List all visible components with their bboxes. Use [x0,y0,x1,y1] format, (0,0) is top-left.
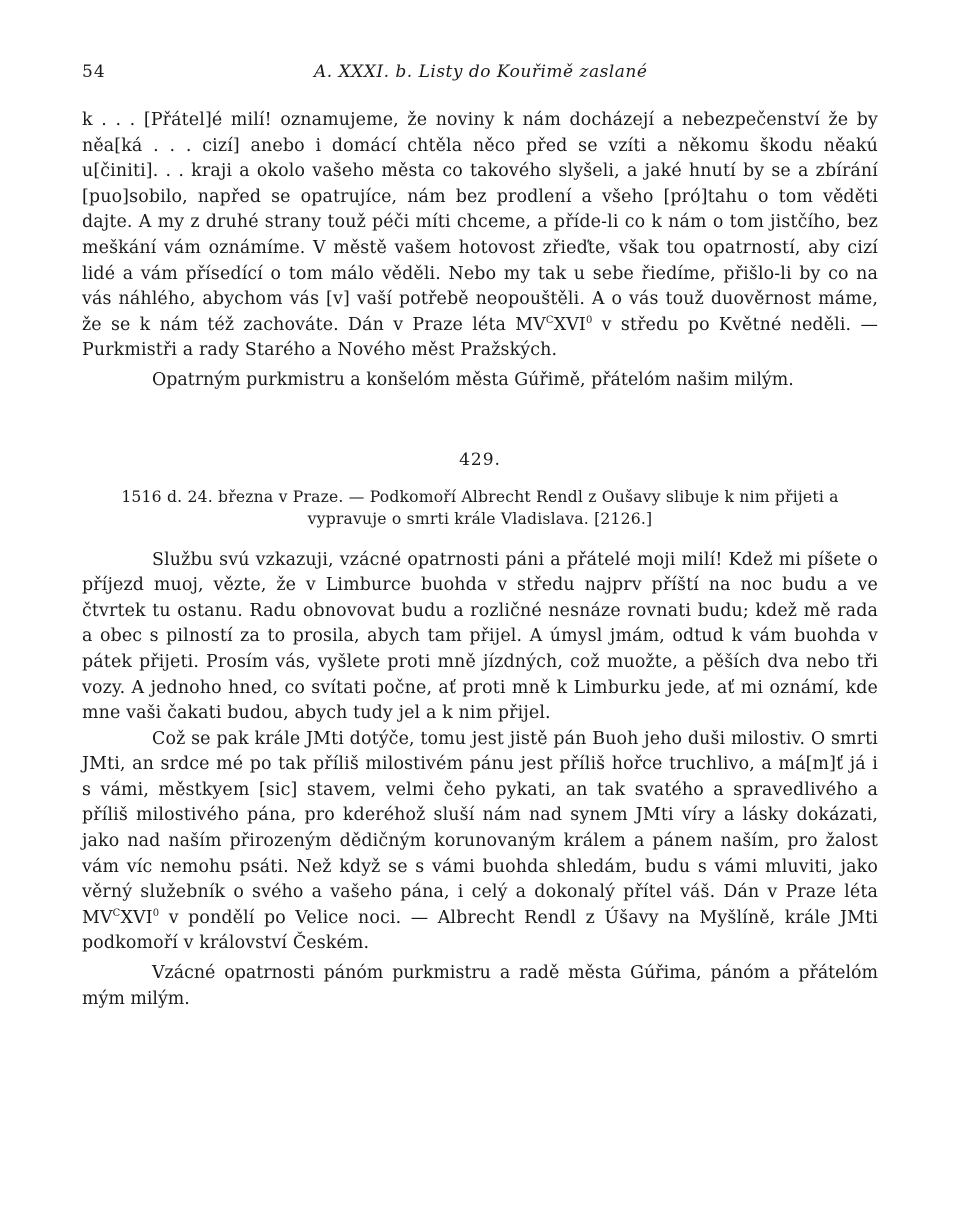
letter-428-sup-c: C [545,314,554,326]
letter-428-text-a: k . . . [Přátel]é milí! oznamujeme, že noviny k nám docházejí a nebezpečenství že by něa[ká . . . cizí] anebo i domácí chtěla něco před se vzíti a někomu škodu něakú u[činiti]. . . kraji a okolo vašeho města co takového slyšeli, a jaké hnutí by se a zbírání [puo]sobilo, napřed se opatrujíce, nám bez prodlení a všeho [pró]tahu o tom věděti dajte. A my z druhé strany touž péči míti chceme, a příde-li co k nám o tom jistčího, bez meškání vám oznámíme. V městě vašem hotovost zřieďte, však tou opatrností, aby cizí lidé a vám přísedící o tom málo věděli. Nebo my tak u sebe řiedíme, přišlo-li by co na vás náhlého, abychom vás [v] vaší potřebě neopouštěli. A o vás touž duověrnost máme, že se k nám též zachováte. Dán v Praze léta MV [82,110,878,335]
letter-429-sup-c: C [112,908,121,920]
running-head [82,58,878,88]
letter-429-text-b: XVI [120,907,153,928]
letter-429-sup-0: 0 [152,908,160,920]
document-page [82,58,878,1012]
letter-429-text-c: v pondělí po Velice noci. — Albrecht Rendl z Úšavy na Myšlíně, krále JMti podkomoří v království Českém. [82,907,878,954]
letter-429-regest: 1516 d. 24. března v Praze. — Podkomoří Albrecht Rendl z Oušavy slibuje k nim přijeti a vypravuje o smrti krále Vladislava. [2126.] [121,487,839,528]
letter-429-address: Vzácné opatrnosti pánóm purkmistru a radě města Gúřima, pánóm a přátelóm mým milým. [82,963,878,1009]
letter-428-text-c: v středu po Květné neděli. — Purkmistři a rady Starého a Nového měst Pražských. [82,314,878,361]
letter-428-sup-0: 0 [585,314,593,326]
letter-428-address: Opatrným purkmistru a konšelóm města Gúřimě, přátelóm našim milým. [152,369,794,390]
letter-429-text-a: Což se pak krále JMti dotýče, tomu jest jistě pán Buoh jeho duši milostiv. O smrti JMti, an srdce mé po tak příliš milostivém pánu jest příliš hořce truchlivo, a má[m]ť já i s vámi, městkyem [sic] stavem, velmi čeho pykati, an tak svatého a spravedlivého a příliš milostivého pána, pro kderéhož sluší nám nad synem JMti víry a lásky dokázati, jako nad naším přirozeným dědičným korunovaným králem a pánem naším, pro žalost vám víc nemohu psáti. Než když se s vámi buohda shledám, budu s vámi mluviti, jako věrný služebník o svého a vašeho pána, i celý a dokonalý přítel váš. Dán v Praze léta MV [82,728,878,928]
letter-428-text-b: XVI [553,314,586,335]
running-title: A. XXXI. b. Listy do Kouřimě zaslané [314,62,648,82]
letter-429-number: 429. [459,449,501,470]
letter-429-paragraph-2 [82,727,878,957]
page-number: 54 [82,62,106,82]
letter-429-paragraph-1: Službu svú vzkazuji, vzácné opatrnosti páni a přátelé moji milí! Kdež mi píšete o příjezd muoj, vězte, že v Limburce buohda v středu najprv příští na noc budu a ve čtvrtek tu ostanu. Radu obnovovat budu a rozličné nesnáze rovnati budu; kdež mě rada a obec s pilností za to prosila, abych tam přijel. A úmysl jmám, odtud k vám buohda v pátek přijeti. Prosím vás, vyšlete proti mně jízdných, což muožte, a pěších dva nebo tři vozy. A jednoho hned, co svítati počne, ať proti mně k Limburku jede, ať mi oznámí, kde mne vaši čakati budou, abych tudy jel a k nim přijel. [82,549,878,724]
letter-428-body [82,108,878,364]
